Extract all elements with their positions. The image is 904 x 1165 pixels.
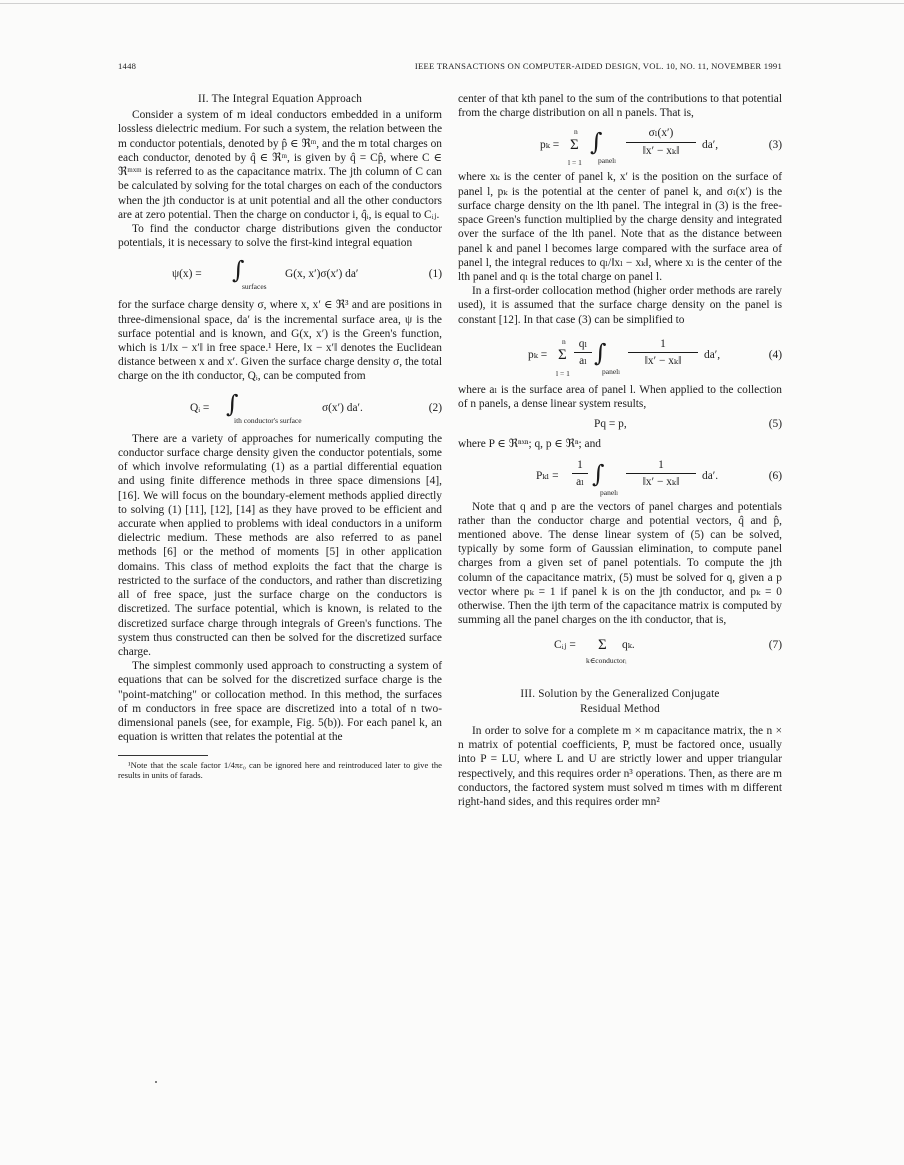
- equation-4: pₖ = n Σ l = 1 $\frac{\text{qₗ}}{\text{aₗ}}$ ∫ panelₗ $\frac{1}{\text{‖x′ − xₖ‖}}$ da′, (4): [528, 336, 782, 378]
- equation-2: Qᵢ = ∫ ith conductor's surface σ(x′) da′. (2): [190, 389, 442, 425]
- paragraph: In order to solve for a complete m × m capacitance matrix, the n × n matrix of potential coefficients, P, must be factored once, usually into P = LU, where L and U are strictly lower and upper triangular respectively, and this requires order n³ operations. Then, as there are m conductors, the factored system must solved m times with m different right-hand sides, and this requires order mn²: [458, 724, 782, 808]
- paragraph: Consider a system of m ideal conductors embedded in a uniform lossless dielectric medium. For such a system, the relation between the m conductor potentials, denoted by p̂ ∈ ℜᵐ, and the m total charges on each conductor, denoted by q̂ ∈ ℜᵐ, is given by q̂ = Cp̂, where C ∈ ℜᵐˣᵐ is referred to as the capacitance matrix. The jth column of C can be calculated by solving for the total charges on each of the conductors when the jth conductor is at unit potential and all the other conductors are at zero potential. Then the charge on conductor i, q̂ᵢ, is equal to Cᵢⱼ.: [118, 109, 442, 221]
- section-heading-3-line2: Residual Method: [580, 702, 660, 715]
- scan-speck: [155, 1081, 157, 1083]
- right-column: [458, 92, 782, 809]
- footnote-rule: [118, 755, 208, 756]
- equation-3: pₖ = n Σ l = 1 ∫ panelₗ $\frac{\text{σₗ(x′)}}{\text{‖x′ − xₖ‖}}$ da′, (3): [540, 127, 782, 168]
- section-heading-2: II. The Integral Equation Approach: [197, 93, 363, 105]
- left-column: [118, 92, 442, 781]
- section-heading-3-line1: III. Solution by the Generalized Conjugate: [520, 688, 720, 701]
- equation-5: Pq = p, (5): [594, 418, 782, 431]
- paragraph: where P ∈ ℜⁿˣⁿ; q, p ∈ ℜⁿ; and: [458, 438, 601, 451]
- paragraph: for the surface charge density σ, where x, x′ ∈ ℜ³ and are positions in three-dimensional space, da′ is the incremental surface area, ψ is the surface potential and is known, and G(x, x′) is the Green's function, which is 1/‖x − x′‖ in free space.¹ Here, ‖x − x′‖ denotes the Euclidean distance between x and x′. Given the surface charge density σ, the total charge on the ith conductor, Qᵢ, can be computed from: [118, 299, 442, 383]
- journal-running-title: IEEE TRANSACTIONS ON COMPUTER-AIDED DESIGN, VOL. 10, NO. 11, NOVEMBER 1991: [414, 61, 782, 71]
- equation-7: Cᵢⱼ = Σ k∈conductorᵢ qₖ. (7): [554, 637, 782, 666]
- paragraph: Note that q and p are the vectors of panel charges and potentials rather than the conductor charge and potential vectors, q̂ and p̂, mentioned above. The dense linear system of (5) can be solved, typically by some form of Gaussian elimination, to compute panel charges from a given set of panel potentials. To compute the jth column of the capacitance matrix, (5) must be solved for q, given a p vector where pₖ = 1 if panel k is on the jth conductor, and pₖ = 0 otherwise. Then the ijth term of the capacitance matrix is computed by summing all the panel charges on the ith conductor, that is,: [458, 500, 782, 627]
- paragraph: where xₖ is the center of panel k, x′ is the position on the surface of panel l, pₖ is the potential at the center of panel k, and σₗ(x′) is the surface charge density on the lth panel. The integral in (3) is the free-space Green's function multiplied by the charge density and integrated over the surface of the lth panel. Note that as the distance between panel k and panel l becomes large compared with the surface area of panel l, the integral reduces to qₗ/‖xₗ − xₖ‖, where xₗ is the center of the lth panel and qₗ is the total charge on panel l.: [458, 171, 782, 283]
- footnote: ¹Note that the scale factor 1/4πε₀ can be ignored here and reintroduced later to give the results in units of farads.: [118, 759, 442, 781]
- paragraph: center of that kth panel to the sum of the contributions to that potential from the charge distribution on all n panels. That is,: [458, 93, 782, 120]
- paragraph: There are a variety of approaches for numerically computing the conductor surface charge density given the conductor potentials, some of which involve reformulating (1) as a partial differential equation and using finite difference methods in three space dimensions [4], [16]. We will focus on the boundary-element methods applied directly to solving (1) [11], [12], [14] as they have proved to be efficient and accurate when applied to problems with ideal conductors in a uniform dielectric medium. These methods are also referred to as panel methods [6] or the method of moments [5] in other application domains. This class of method exploits the fact that the charge is restricted to the surface of the conductors, and rather than discretizing all of free space, just the surface charge on the conductors is discretized. The surface potential, which is known, is related to the discretized surface charge through integrals of Green's functions. The system thus constructed can then be solved for the discretized surface charge.: [118, 432, 442, 658]
- top-border-line: [0, 3, 904, 4]
- paragraph: The simplest commonly used approach to constructing a system of equations that can be solved for the discretized surface charge is the "point-matching" or collocation method. In this method, the surfaces of m conductors in free space are discretized into a total of n two-dimensional panels (see, for example, Fig. 5(b)). For each panel k, an equation is written that relates the potential at the: [118, 660, 442, 744]
- paragraph: To find the conductor charge distributions given the conductor potentials, it is necessary to solve the first-kind integral equation: [118, 222, 442, 250]
- page-number: 1448: [118, 61, 137, 71]
- paragraph: In a first-order collocation method (higher order methods are rarely used), it is assumed that the surface charge density on the panel is constant [12]. In that case (3) can be simplified to: [458, 285, 782, 326]
- equation-6: Pₖₗ = $\frac{1}{\text{aₗ}}$ ∫ panelₗ $\frac{1}{\text{‖x′ − xₖ‖}}$ da′. (6): [536, 458, 782, 497]
- equation-1: ψ(x) = ∫ surfaces G(x, x′)σ(x′) da′ (1): [172, 256, 442, 292]
- paragraph: where aₗ is the surface area of panel l. When applied to the collection of n panels, a dense linear system results,: [458, 383, 782, 411]
